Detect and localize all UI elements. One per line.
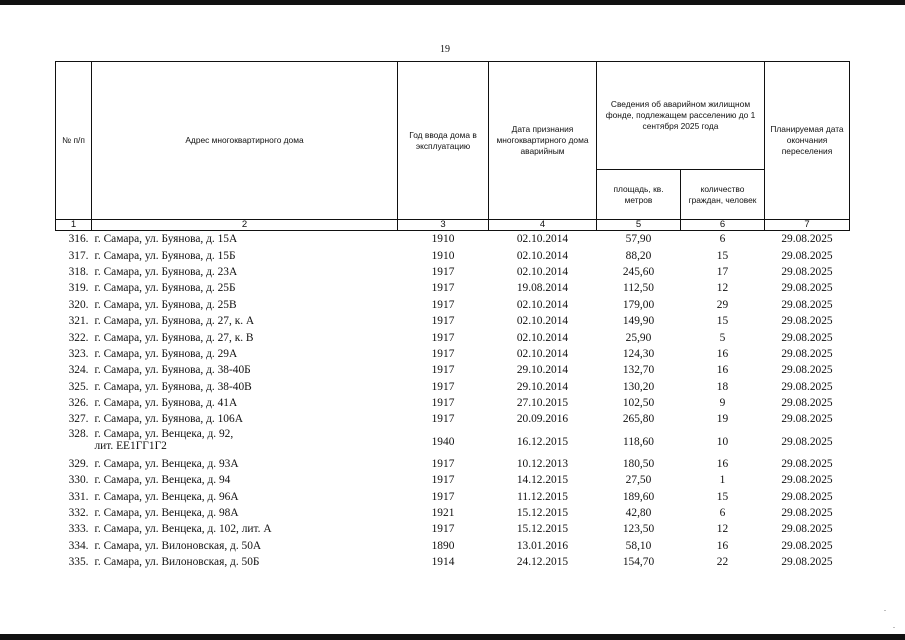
row-number: 332. xyxy=(68,507,89,520)
row-people: 29 xyxy=(716,298,729,311)
row-planned-date: 29.08.2025 xyxy=(781,523,833,536)
column-number: 6 xyxy=(681,220,765,231)
row-year: 1940 xyxy=(431,435,455,448)
row-date: 02.10.2014 xyxy=(516,347,569,360)
row-area: 57,90 xyxy=(625,233,652,246)
table-row xyxy=(56,521,850,537)
table-row xyxy=(56,247,850,263)
row-year: 1917 xyxy=(431,282,455,295)
row-date: 15.12.2015 xyxy=(516,523,569,536)
row-address: г. Самара, ул. Буянова, д. 15Б xyxy=(94,249,236,262)
row-number: 329. xyxy=(68,457,89,470)
row-planned-date: 29.08.2025 xyxy=(781,507,833,520)
row-address xyxy=(92,428,398,456)
row-address: г. Самара, ул. Буянова, д. 25В xyxy=(94,298,237,311)
row-address: г. Самара, ул. Буянова, д. 29А xyxy=(94,347,238,360)
table-row xyxy=(56,280,850,296)
row-area: 130,20 xyxy=(622,380,655,393)
row-area: 88,20 xyxy=(625,249,652,262)
row-address: г. Самара, ул. Вилоновская, д. 50Б xyxy=(94,556,260,569)
table-row xyxy=(56,264,850,280)
column-number: 2 xyxy=(92,220,398,231)
row-people: 6 xyxy=(719,507,726,520)
table-row xyxy=(56,297,850,313)
row-year: 1917 xyxy=(431,490,455,503)
row-year: 1917 xyxy=(431,413,455,426)
table-row xyxy=(56,456,850,472)
row-date: 24.12.2015 xyxy=(516,556,569,569)
row-area: 154,70 xyxy=(622,556,655,569)
row-people: 12 xyxy=(716,523,729,536)
row-area: 123,50 xyxy=(622,523,655,536)
row-address: г. Самара, ул. Венцека, д. 98А xyxy=(94,507,239,520)
row-planned-date: 29.08.2025 xyxy=(781,457,833,470)
row-planned-date: 29.08.2025 xyxy=(781,556,833,569)
row-planned-date: 29.08.2025 xyxy=(781,347,833,360)
row-date: 19.08.2014 xyxy=(516,282,569,295)
table-row xyxy=(56,313,850,329)
header-info-group: Сведения об аварийном жилищном фонде, подлежащем расселению до 1 сентября 2025 года xyxy=(597,62,765,170)
header-people: количество граждан, человек xyxy=(681,170,765,220)
row-people: 16 xyxy=(716,347,729,360)
row-address: г. Самара, ул. Буянова, д. 38-40Б xyxy=(94,364,251,377)
row-area: 149,90 xyxy=(622,315,655,328)
row-address-line2: лит. ЕЕ1ГГ1Г2 xyxy=(94,439,167,452)
row-number: 319. xyxy=(68,282,89,295)
row-year: 1917 xyxy=(431,397,455,410)
table-row xyxy=(56,362,850,378)
scan-mark: . xyxy=(893,621,895,630)
row-address: г. Самара, ул. Вилоновская, д. 50А xyxy=(94,539,262,552)
row-area: 180,50 xyxy=(622,457,655,470)
row-area: 265,80 xyxy=(622,413,655,426)
row-address: г. Самара, ул. Буянова, д. 41А xyxy=(94,397,238,410)
row-address: г. Самара, ул. Буянова, д. 106А xyxy=(94,413,243,426)
row-address: г. Самара, ул. Буянова, д. 27, к. В xyxy=(94,331,254,344)
row-number: 321. xyxy=(68,315,89,328)
row-planned-date: 29.08.2025 xyxy=(781,490,833,503)
column-number: 3 xyxy=(398,220,489,231)
row-planned-date: 29.08.2025 xyxy=(781,265,833,278)
table-row xyxy=(56,428,850,456)
row-planned-date: 29.08.2025 xyxy=(781,282,833,295)
row-planned-date: 29.08.2025 xyxy=(781,435,833,448)
table-row xyxy=(56,538,850,554)
row-planned-date: 29.08.2025 xyxy=(781,474,833,487)
row-people: 17 xyxy=(716,265,729,278)
row-address: г. Самара, ул. Буянова, д. 38-40В xyxy=(94,380,252,393)
row-number: 322. xyxy=(68,331,89,344)
row-number: 318. xyxy=(68,265,89,278)
table-row xyxy=(56,346,850,362)
row-area: 112,50 xyxy=(623,282,654,295)
row-planned-date: 29.08.2025 xyxy=(781,298,833,311)
row-address: г. Самара, ул. Буянова, д. 23А xyxy=(94,265,238,278)
row-number: 327. xyxy=(68,413,89,426)
table-row xyxy=(56,472,850,488)
row-year: 1917 xyxy=(431,523,455,536)
page-number: 19 xyxy=(440,44,450,55)
row-year: 1917 xyxy=(431,347,455,360)
housing-table xyxy=(55,61,850,570)
table-row xyxy=(56,329,850,345)
row-year: 1914 xyxy=(431,556,455,569)
row-date: 02.10.2014 xyxy=(516,249,569,262)
row-date: 20.09.2016 xyxy=(516,413,569,426)
row-address: г. Самара, ул. Буянова, д. 27, к. А xyxy=(94,315,255,328)
row-area: 102,50 xyxy=(622,397,655,410)
row-date: 11.12.2015 xyxy=(517,490,568,503)
row-number: 326. xyxy=(68,397,89,410)
row-date: 02.10.2014 xyxy=(516,331,569,344)
row-year: 1917 xyxy=(431,380,455,393)
row-people: 1 xyxy=(719,474,726,487)
row-planned-date: 29.08.2025 xyxy=(781,233,833,246)
row-number: 324. xyxy=(68,364,89,377)
row-number: 335. xyxy=(68,556,89,569)
row-number: 330. xyxy=(68,474,89,487)
column-number: 4 xyxy=(489,220,597,231)
row-people: 10 xyxy=(716,435,729,448)
row-date: 02.10.2014 xyxy=(516,298,569,311)
top-border xyxy=(0,0,905,5)
row-number: 316. xyxy=(68,233,89,246)
row-people: 16 xyxy=(716,539,729,552)
row-date: 27.10.2015 xyxy=(516,397,569,410)
row-date: 02.10.2014 xyxy=(516,233,569,246)
row-people: 18 xyxy=(716,380,729,393)
scan-mark: . xyxy=(884,604,886,613)
row-people: 15 xyxy=(716,315,729,328)
header-planned: Планируемая дата окончания переселения xyxy=(765,62,850,220)
row-date: 02.10.2014 xyxy=(516,265,569,278)
row-number: 325. xyxy=(68,380,89,393)
row-people: 16 xyxy=(716,364,729,377)
row-people: 6 xyxy=(719,233,726,246)
row-number: 317. xyxy=(68,249,89,262)
row-year: 1890 xyxy=(431,539,455,552)
row-date: 14.12.2015 xyxy=(516,474,569,487)
row-area: 179,00 xyxy=(622,298,655,311)
row-area: 132,70 xyxy=(622,364,655,377)
row-planned-date: 29.08.2025 xyxy=(781,331,833,344)
row-area: 124,30 xyxy=(622,347,655,360)
row-year: 1917 xyxy=(431,265,455,278)
row-planned-date: 29.08.2025 xyxy=(781,397,833,410)
table-row xyxy=(56,231,850,248)
header-address: Адрес многоквартирного дома xyxy=(92,62,398,220)
column-number: 5 xyxy=(597,220,681,231)
row-address: г. Самара, ул. Буянова, д. 25Б xyxy=(94,282,236,295)
row-date: 29.10.2014 xyxy=(516,380,569,393)
bottom-border xyxy=(0,634,905,640)
row-planned-date: 29.08.2025 xyxy=(781,413,833,426)
row-year: 1917 xyxy=(431,474,455,487)
row-people: 15 xyxy=(716,249,729,262)
row-year: 1917 xyxy=(431,457,455,470)
row-people: 19 xyxy=(716,413,729,426)
row-address: г. Самара, ул. Венцека, д. 94 xyxy=(94,474,231,487)
row-area: 189,60 xyxy=(622,490,655,503)
row-date: 29.10.2014 xyxy=(516,364,569,377)
row-year: 1917 xyxy=(431,298,455,311)
table-row xyxy=(56,505,850,521)
row-year: 1917 xyxy=(431,364,455,377)
row-people: 12 xyxy=(716,282,729,295)
row-area: 245,60 xyxy=(622,265,655,278)
row-year: 1917 xyxy=(431,315,455,328)
row-area: 27,50 xyxy=(625,474,652,487)
row-number: 328. xyxy=(68,427,89,440)
row-number: 323. xyxy=(68,347,89,360)
table-body xyxy=(56,231,850,571)
row-planned-date: 29.08.2025 xyxy=(781,364,833,377)
column-number: 7 xyxy=(765,220,850,231)
row-number: 333. xyxy=(68,523,89,536)
row-year: 1917 xyxy=(431,331,455,344)
row-planned-date: 29.08.2025 xyxy=(781,249,833,262)
row-year: 1921 xyxy=(431,507,455,520)
row-year: 1910 xyxy=(431,233,455,246)
row-address: г. Самара, ул. Венцека, д. 93А xyxy=(94,457,239,470)
row-address-line1: г. Самара, ул. Венцека, д. 92, xyxy=(94,427,234,440)
row-date: 13.01.2016 xyxy=(516,539,569,552)
row-number: 331. xyxy=(68,490,89,503)
table-row xyxy=(56,554,850,570)
header-num: № п/п xyxy=(56,62,92,220)
header-date: Дата признания многоквартирного дома аварийным xyxy=(489,62,597,220)
row-people: 15 xyxy=(716,490,729,503)
row-planned-date: 29.08.2025 xyxy=(781,315,833,328)
row-people: 22 xyxy=(716,556,729,569)
row-area: 118,60 xyxy=(623,435,654,448)
row-area: 42,80 xyxy=(625,507,652,520)
row-address: г. Самара, ул. Венцека, д. 102, лит. А xyxy=(94,523,272,536)
row-year: 1910 xyxy=(431,249,455,262)
table-row xyxy=(56,488,850,504)
row-area: 58,10 xyxy=(625,539,652,552)
row-area: 25,90 xyxy=(625,331,652,344)
header-year: Год ввода дома в эксплуатацию xyxy=(398,62,489,220)
table-row xyxy=(56,411,850,427)
row-date: 02.10.2014 xyxy=(516,315,569,328)
row-number: 320. xyxy=(68,298,89,311)
row-date: 15.12.2015 xyxy=(516,507,569,520)
row-address: г. Самара, ул. Венцека, д. 96А xyxy=(94,490,239,503)
row-planned-date: 29.08.2025 xyxy=(781,380,833,393)
row-planned-date: 29.08.2025 xyxy=(781,539,833,552)
row-date: 16.12.2015 xyxy=(516,435,569,448)
header-area: площадь, кв. метров xyxy=(597,170,681,220)
table-row xyxy=(56,379,850,395)
row-people: 9 xyxy=(719,397,726,410)
row-date: 10.12.2013 xyxy=(516,457,569,470)
row-address: г. Самара, ул. Буянова, д. 15А xyxy=(94,233,238,246)
column-number: 1 xyxy=(56,220,92,231)
row-people: 16 xyxy=(716,457,729,470)
table-row xyxy=(56,395,850,411)
row-number: 334. xyxy=(68,539,89,552)
row-people: 5 xyxy=(719,331,726,344)
